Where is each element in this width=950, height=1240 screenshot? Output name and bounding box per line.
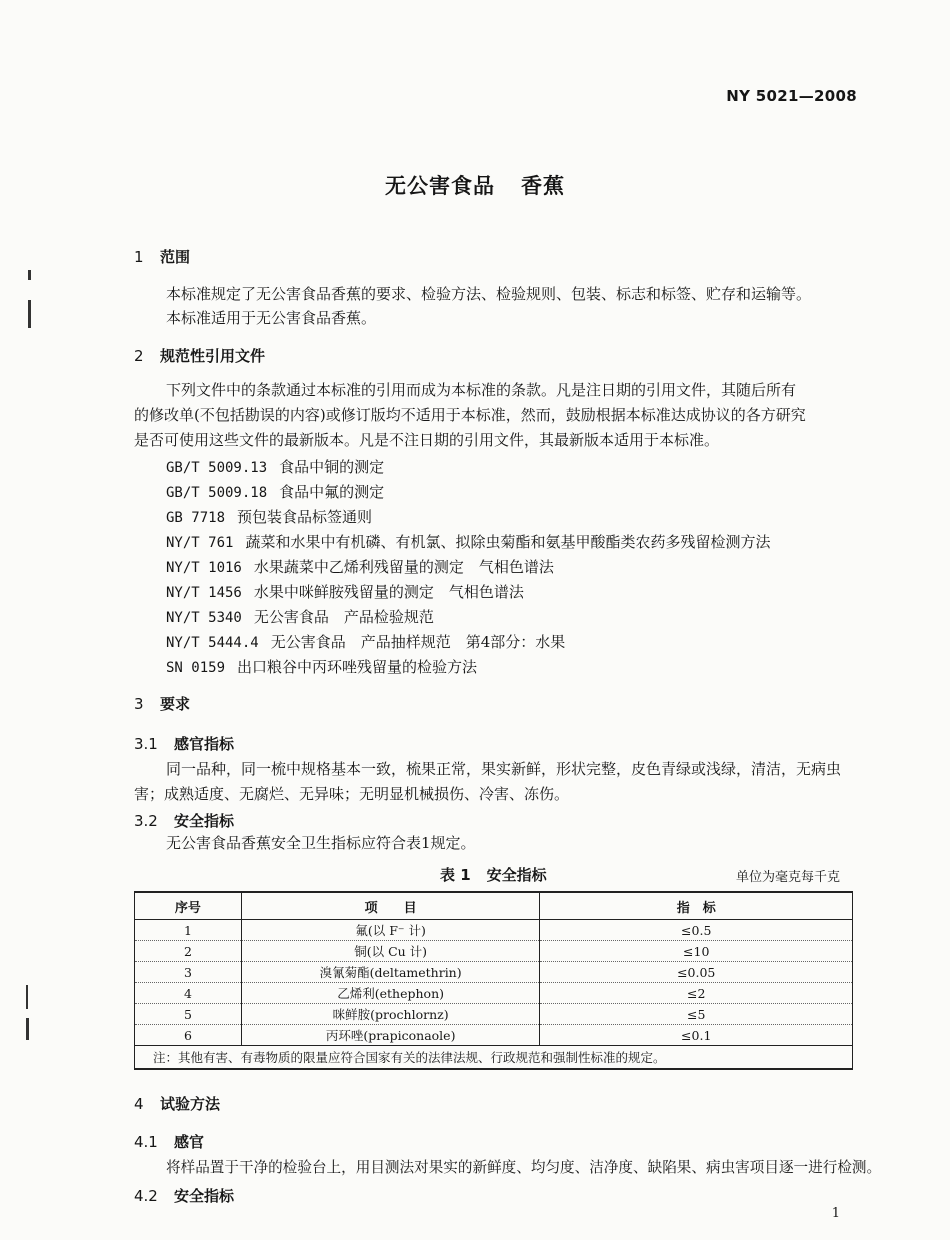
table-cell: 咪鲜胺(prochlornz) — [241, 1004, 540, 1025]
scan-mark — [26, 1018, 29, 1040]
section-title: 安全指标 — [174, 1187, 235, 1205]
table-cell: 乙烯利(ethephon) — [241, 983, 540, 1004]
table-cell: 5 — [135, 1004, 242, 1025]
section-title: 感官指标 — [174, 735, 235, 753]
section-title: 规范性引用文件 — [160, 347, 266, 365]
reference-code: NY/T 5340 — [166, 610, 242, 626]
section-2-heading — [134, 345, 265, 366]
reference-title: 无公害食品 产品检验规范 — [253, 608, 434, 626]
table-title: 安全指标 — [486, 866, 547, 884]
section-number: 3 — [134, 695, 144, 713]
column-header: 序号 — [135, 892, 242, 920]
reference-code: NY/T 1456 — [166, 585, 242, 601]
table-cell: 2 — [135, 941, 242, 962]
table-cell: ≤0.05 — [540, 962, 853, 983]
paragraph-line: 同一品种，同一梳中规格基本一致，梳果正常，果实新鲜，形状完整，皮色青绿或浅绿，清洁，无病虫 — [166, 760, 842, 778]
reference-code: GB 7718 — [166, 510, 226, 526]
reference-title: 水果中咪鲜胺残留量的测定 气相色谱法 — [253, 583, 524, 601]
reference-code: SN 0159 — [166, 660, 226, 676]
table-cell: 氟(以 F⁻ 计) — [241, 920, 540, 941]
paragraph-line: 是否可使用这些文件的最新版本。凡是不注日期的引用文件，其最新版本适用于本标准。 — [134, 431, 720, 449]
section-title: 试验方法 — [160, 1095, 221, 1113]
table-cell: 溴氰菊酯(deltamethrin) — [241, 962, 540, 983]
title-main: 无公害食品 — [385, 174, 495, 198]
section-number: 4.2 — [134, 1187, 158, 1205]
section-title: 要求 — [160, 695, 191, 713]
section-3-2-heading — [134, 810, 234, 831]
scan-mark — [28, 270, 31, 280]
reference-code: GB/T 5009.18 — [166, 485, 268, 501]
reference-title: 食品中铜的测定 — [279, 458, 385, 476]
section-title: 范围 — [160, 248, 191, 266]
table-cell: 丙环唑(prapiconaole) — [241, 1025, 540, 1046]
section-4-heading — [134, 1093, 220, 1114]
reference-title: 出口粮谷中丙环唑残留量的检验方法 — [237, 658, 478, 676]
paragraph-line: 的修改单(不包括勘误的内容)或修订版均不适用于本标准，然而，鼓励根据本标准达成协议的各方研究 — [134, 406, 806, 424]
safety-index-table — [134, 891, 853, 1070]
table-header-row — [135, 892, 853, 920]
section-number: 3.2 — [134, 812, 158, 830]
table-row — [135, 983, 853, 1004]
reference-code: NY/T 761 — [166, 535, 234, 551]
table-number: 表 1 — [440, 866, 471, 884]
reference-title: 蔬菜和水果中有机磷、有机氯、拟除虫菊酯和氨基甲酸酯类农药多残留检测方法 — [245, 533, 771, 551]
table-note-row — [135, 1046, 853, 1070]
section-number: 4 — [134, 1095, 144, 1113]
paragraph-line: 下列文件中的条款通过本标准的引用而成为本标准的条款。凡是注日期的引用文件，其随后所有 — [166, 381, 797, 399]
paragraph: 本标准适用于无公害食品香蕉。 — [166, 309, 377, 327]
table-row — [135, 920, 853, 941]
scan-mark — [26, 985, 28, 1009]
reference-code: NY/T 5444.4 — [166, 635, 259, 651]
reference-item — [166, 481, 384, 502]
reference-code: NY/T 1016 — [166, 560, 242, 576]
table-row — [135, 1025, 853, 1046]
reference-item — [166, 581, 524, 602]
page-number: 1 — [831, 1206, 840, 1221]
table-unit: 单位为毫克每千克 — [735, 870, 840, 885]
section-3-heading — [134, 693, 190, 714]
title-sub: 香蕉 — [521, 174, 565, 198]
reference-title: 水果蔬菜中乙烯利残留量的测定 气相色谱法 — [253, 558, 554, 576]
standard-number: NY 5021—2008 — [726, 87, 857, 105]
reference-item — [166, 656, 477, 677]
reference-item — [166, 631, 565, 652]
scan-mark — [28, 300, 31, 328]
section-number: 1 — [134, 248, 144, 266]
section-1-heading — [134, 246, 190, 267]
table-note: 注：其他有害、有毒物质的限量应符合国家有关的法律法规、行政规范和强制性标准的规定。 — [135, 1046, 853, 1070]
section-3-1-heading — [134, 733, 234, 754]
reference-title: 无公害食品 产品抽样规范 第4部分：水果 — [270, 633, 566, 651]
section-number: 4.1 — [134, 1133, 158, 1151]
table-cell: 铜(以 Cu 计) — [241, 941, 540, 962]
reference-item — [166, 506, 372, 527]
section-title: 感官 — [174, 1133, 205, 1151]
reference-item — [166, 531, 770, 552]
table-cell: 6 — [135, 1025, 242, 1046]
table-cell: ≤0.1 — [540, 1025, 853, 1046]
section-title: 安全指标 — [174, 812, 235, 830]
reference-title: 食品中氟的测定 — [279, 483, 385, 501]
table-cell: ≤5 — [540, 1004, 853, 1025]
reference-item — [166, 556, 554, 577]
reference-code: GB/T 5009.13 — [166, 460, 268, 476]
reference-item — [166, 606, 434, 627]
paragraph-line: 害；成熟适度、无腐烂、无异味；无明显机械损伤、冷害、冻伤。 — [134, 785, 570, 803]
table-cell: ≤10 — [540, 941, 853, 962]
reference-title: 预包装食品标签通则 — [237, 508, 373, 526]
section-4-1-heading — [134, 1131, 204, 1152]
reference-item — [166, 456, 384, 477]
column-header: 项 目 — [241, 892, 540, 920]
section-number: 2 — [134, 347, 144, 365]
table-cell: 4 — [135, 983, 242, 1004]
table-caption — [440, 864, 547, 885]
paragraph: 本标准规定了无公害食品香蕉的要求、检验方法、检验规则、包装、标志和标签、贮存和运输等。 — [166, 285, 812, 303]
table-row — [135, 1004, 853, 1025]
document-title — [0, 170, 950, 200]
column-header: 指 标 — [540, 892, 853, 920]
paragraph-line: 将样品置于干净的检验台上，用目测法对果实的新鲜度、均匀度、洁净度、缺陷果、病虫害项目逐一进行检测。 — [166, 1159, 882, 1176]
table-row — [135, 962, 853, 983]
table-cell: 3 — [135, 962, 242, 983]
paragraph-line: 无公害食品香蕉安全卫生指标应符合表1规定。 — [166, 834, 476, 852]
table-cell: 1 — [135, 920, 242, 941]
table-row — [135, 941, 853, 962]
table-cell: ≤2 — [540, 983, 853, 1004]
section-number: 3.1 — [134, 735, 158, 753]
section-4-2-heading — [134, 1185, 234, 1206]
table-cell: ≤0.5 — [540, 920, 853, 941]
